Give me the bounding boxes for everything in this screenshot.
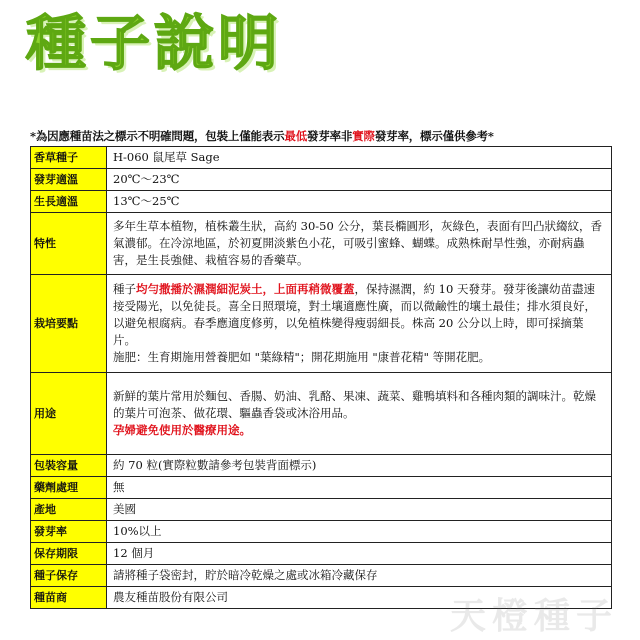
cultivation-red-note: 均勻撒播於濕潤細泥炭土，上面再稍微覆蓋 [136, 282, 355, 296]
value-treatment: 無 [107, 477, 612, 499]
notice-prefix: *為因應種苗法之標示不明確問題，包裝上僅能表示 [30, 129, 285, 143]
value-cultivation [107, 275, 612, 373]
uses-text: 新鮮的葉片常用於麵包、香腸、奶油、乳酪、果凍、蔬菜、雞鴨填料和各種肉類的調味汁。乾燥的葉片可泡茶、做花環、驅蟲香袋或沐浴用品。 [113, 389, 596, 420]
value-uses [107, 373, 612, 455]
label-features: 特性 [31, 213, 107, 275]
notice-mid: 發芽率非 [307, 129, 353, 143]
label-treatment: 藥劑處理 [31, 477, 107, 499]
label-germ-rate: 發芽率 [31, 521, 107, 543]
row-grow-temp [31, 191, 612, 213]
label-variety: 香草種子 [31, 147, 107, 169]
page-title: 種子說明 [26, 9, 282, 79]
value-variety: H-060 鼠尾草 Sage [107, 147, 612, 169]
value-capacity: 約 70 粒(實際粒數請參考包裝背面標示) [107, 455, 612, 477]
value-origin: 美國 [107, 499, 612, 521]
row-features [31, 213, 612, 275]
notice-suffix: 發芽率，標示僅供參考* [374, 129, 494, 143]
label-origin: 產地 [31, 499, 107, 521]
row-storage [31, 565, 612, 587]
row-capacity [31, 455, 612, 477]
row-shelf-life [31, 543, 612, 565]
value-features: 多年生草本植物，植株叢生狀，高約 30-50 公分，葉長橢圓形，灰綠色，表面有凹凸狀縐紋，香氣濃郁。在冷涼地區，於初夏開淡紫色小花，可吸引蜜蜂、蝴蝶。成熟株耐旱性強，亦耐病蟲害，是生長強健、栽植容易的香藥草。 [107, 213, 612, 275]
label-cultivation: 栽培要點 [31, 275, 107, 373]
value-grow-temp: 13℃～25℃ [107, 191, 612, 213]
label-supplier: 種苗商 [31, 587, 107, 609]
cultivation-post: ，保持濕潤，約 10 天發芽。發芽後讓幼苗盡速接受陽光，以免徒長。喜全日照環境，對土壤適應性廣，而以微鹼性的壤土最佳；排水須良好，以避免根腐病。春季應適度修剪，以免植株變得瘦弱細長。株高 20 公分以上時，即可採摘葉片。 [113, 282, 596, 347]
row-treatment [31, 477, 612, 499]
label-capacity: 包裝容量 [31, 455, 107, 477]
label-storage: 種子保存 [31, 565, 107, 587]
row-variety [31, 147, 612, 169]
row-germ-rate [31, 521, 612, 543]
label-grow-temp: 生長適溫 [31, 191, 107, 213]
row-origin [31, 499, 612, 521]
notice-line [30, 128, 615, 144]
value-germ-rate: 10%以上 [107, 521, 612, 543]
cultivation-pre: 種子 [113, 282, 136, 296]
value-supplier: 農友種苗股份有限公司 [107, 587, 612, 609]
row-uses [31, 373, 612, 455]
value-shelf-life: 12 個月 [107, 543, 612, 565]
label-germ-temp: 發芽適溫 [31, 169, 107, 191]
watermark: 天橙種子 [449, 596, 618, 637]
notice-highlight-lowest: 最低 [284, 129, 308, 143]
spec-table [30, 146, 612, 609]
notice-highlight-actual: 實際 [352, 129, 375, 143]
label-shelf-life: 保存期限 [31, 543, 107, 565]
cultivation-fertilizer: 施肥：生育期施用營養肥如 "葉綠精"；開花期施用 "康普花精" 等開花肥。 [113, 350, 491, 364]
value-germ-temp: 20℃～23℃ [107, 169, 612, 191]
uses-warning: 孕婦避免使用於醫療用途。 [113, 423, 251, 437]
value-storage: 請將種子袋密封，貯於暗冷乾燥之處或冰箱冷藏保存 [107, 565, 612, 587]
row-cultivation [31, 275, 612, 373]
row-germ-temp [31, 169, 612, 191]
cultivation-paragraph [113, 281, 605, 349]
label-uses: 用途 [31, 373, 107, 455]
